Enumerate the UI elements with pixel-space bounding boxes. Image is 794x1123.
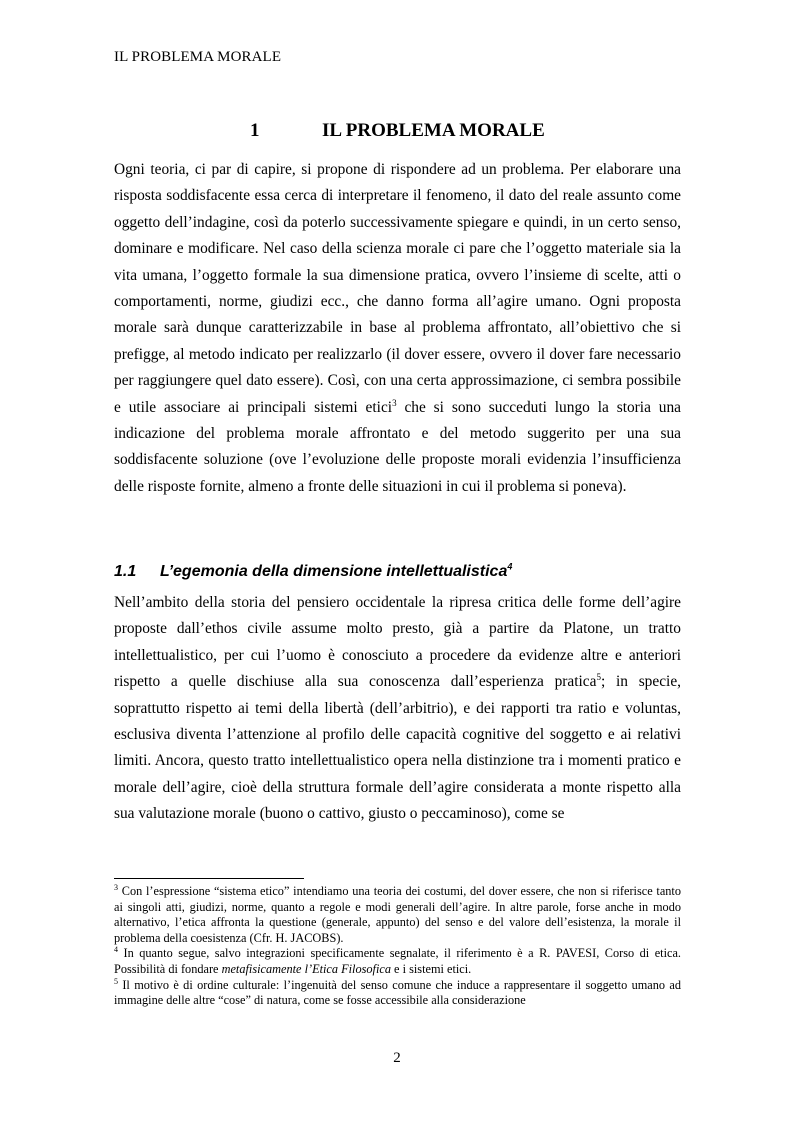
footnote-ref[interactable]: 3 (392, 397, 397, 408)
section-number: 1.1 (114, 563, 137, 580)
footnote-ref[interactable]: 4 (507, 561, 513, 572)
paragraph-intro (114, 157, 681, 500)
footnotes (114, 884, 681, 1009)
chapter-title: IL PROBLEMA MORALE (322, 120, 545, 141)
paragraph-text-continued: ; in specie, soprattutto rispetto ai temi della libertà (dell’arbitrio), e dei rapporti tra ratio e voluntas, esclusiva diventa l’attenzione al profilo delle capacità cognitive del soggetto e ai relativi limiti. Ancora, questo tratto intellettualistico opera nella distinzione tra i momenti pratico e morale dell’agire, cioè della struttura formale dell’agire considerata a monte rispetto alla sua valutazione morale (buono o cattivo, giusto o peccaminoso), come se (114, 673, 681, 823)
footnote-text: Il motivo è di ordine culturale: l’ingenuità del senso comune che induce a rappresentare il soggetto umano ad immagine delle altre “cose” di natura, come se fosse accessibile alla considerazione (114, 977, 681, 1008)
chapter-heading (250, 120, 545, 142)
running-head: IL PROBLEMA MORALE (114, 49, 282, 65)
footnote-4 (114, 946, 681, 977)
section-title: L’egemonia della dimensione intellettualistica (160, 563, 508, 580)
footnote-ref[interactable]: 5 (596, 672, 601, 683)
footnote-text: Con l’espressione “sistema etico” intendiamo una teoria dei costumi, del dover essere, che non si riferisce tanto ai singoli atti, giudizi, norme, quanto a regole e modi generali dell’agire. In altre parole, forse anche in modo alternativo, l’etica affronta la questione (generale, appunto) del senso e del valore dell’esistenza, la morale il problema della coesistenza (Cfr. H. JACOBS). (114, 884, 681, 945)
page-number: 2 (393, 1050, 401, 1066)
paragraph-text-continued: che si sono succeduti lungo la storia una indicazione del problema morale affrontato e del metodo suggerito per una sua soddisfacente soluzione (ove l’evoluzione delle proposte morali evidenzia l’insufficienza delle risposte fornite, almeno a fronte delle situazioni in cui il problema si poneva). (114, 398, 682, 495)
footnote-text: In quanto segue, salvo integrazioni specificamente segnalate, il riferimento è a R. PAVESI, Corso di etica. Possibilità di fondare (114, 946, 681, 976)
footnote-number: 4 (114, 945, 118, 955)
section-heading (114, 563, 512, 581)
paragraph-section (114, 590, 681, 828)
footnote-divider (114, 878, 304, 879)
footnote-italic-text: metafisicamente l’Etica Filosofica (221, 961, 391, 976)
footnote-number: 3 (114, 882, 118, 892)
footnote-text-continued: e i sistemi etici. (390, 961, 472, 976)
paragraph-text: Ogni teoria, ci par di capire, si propone di rispondere ad un problema. Per elaborare una risposta soddisfacente essa cerca di interpretare il fenomeno, il dato del reale assunto come oggetto dell’indagine, così da poterlo successivamente spiegare e quindi, in un certo senso, dominare e modificare. Nel caso della scienza morale ci pare che l’oggetto materiale sia la vita umana, l’oggetto formale la sua dimensione pratica, ovvero l’insieme di scelte, atti o comportamenti, norme, giudizi ecc., che danno forma all’agire umano. Ogni proposta morale sarà dunque caratterizzabile in base al problema affrontato, all’obiettivo che si prefigge, al metodo indicato per realizzarlo (il dover essere, ovvero il dover fare necessario per raggiungere quel dato essere). Così, con una certa approssimazione, ci sembra possibile e utile associare ai principali sistemi etici (114, 161, 681, 416)
chapter-number: 1 (250, 120, 260, 141)
footnote-number: 5 (114, 976, 118, 986)
footnote-3 (114, 884, 681, 946)
footnote-5 (114, 978, 681, 1009)
paragraph-text: Nell’ambito della storia del pensiero occidentale la ripresa critica delle forme dell’agire proposte dall’ethos civile assume molto presto, già a partire da Platone, un tratto intellettualistico, per cui l’uomo è conosciuto a procedere da evidenze altre e anteriori rispetto a quelle dischiuse alla sua conoscenza dall’esperienza pratica (114, 594, 681, 691)
